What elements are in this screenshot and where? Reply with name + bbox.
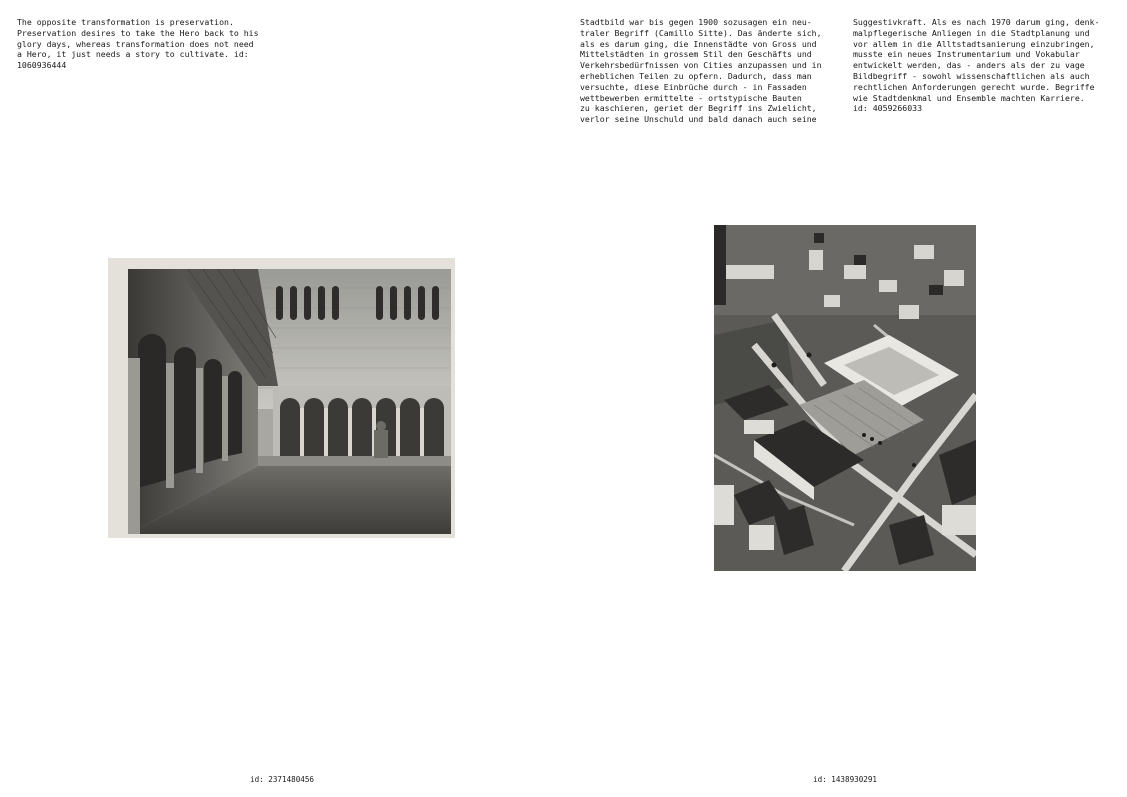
text-line: Bildbegriff - sowohl wissenschaftlichen als auch (853, 70, 1090, 81)
left-text-column (17, 17, 259, 71)
right-photo-caption: id: 1438930291 (813, 775, 878, 784)
text-line: entwickelt werden, das - anders als der zu vage (853, 60, 1085, 71)
text-line: zu kaschieren, geriet der Begriff ins Zwielicht, (580, 103, 817, 114)
text-line: wettbewerben ermittelte - ortstypische Bauten (580, 92, 802, 103)
text-line: wie Stadtdenkmal und Ensemble machten Karriere. (853, 92, 1085, 103)
text-line: verlor seine Unschuld und bald danach auch seine (580, 114, 817, 125)
text-line: als es darum ging, die Innenstädte von Gross und (580, 38, 817, 49)
text-line: erheblichen Teilen zu opfern. Dadurch, dass man (580, 70, 812, 81)
text-line: Preservation desires to take the Hero back to his (17, 27, 259, 38)
right-text-column (853, 17, 1099, 114)
text-line: The opposite transformation is preservation. (17, 17, 234, 27)
cloister-photo (108, 258, 455, 538)
text-line: 1060936444 (17, 60, 67, 71)
text-line: rechtlichen Anforderungen gerecht wurde. Begriffe (853, 81, 1095, 92)
text-line: versuchte, diese Einbrüche durch - in Fassaden (580, 81, 807, 92)
text-line: Stadtbild war bis gegen 1900 sozusagen ein neu- (580, 17, 812, 27)
text-line: musste ein neues Instrumentarium und Vokabular (853, 49, 1080, 60)
text-line: Mittelstädten in grossem Stil den Geschäfts und (580, 49, 812, 60)
text-line: glory days, whereas transformation does not need (17, 38, 254, 49)
text-line: vor allem in die Alltstadtsanierung einzubringen, (853, 38, 1095, 49)
middle-text-column (580, 17, 822, 125)
text-line: a Hero, it just needs a story to cultivate. id: (17, 49, 249, 60)
text-line: malpflegerische Anliegen in die Stadtplanung und (853, 27, 1090, 38)
aerial-town-photo (714, 225, 976, 571)
text-line: Suggestivkraft. Als es nach 1970 darum ging, denk- (853, 17, 1100, 27)
text-line: id: 4059266033 (853, 103, 923, 114)
left-photo-caption: id: 2371480456 (250, 775, 315, 784)
text-line: traler Begriff (Camillo Sitte). Das änderte sich, (580, 27, 822, 38)
text-line: Verkehrsbedürfnissen von Cities anzupassen und in (580, 60, 822, 71)
